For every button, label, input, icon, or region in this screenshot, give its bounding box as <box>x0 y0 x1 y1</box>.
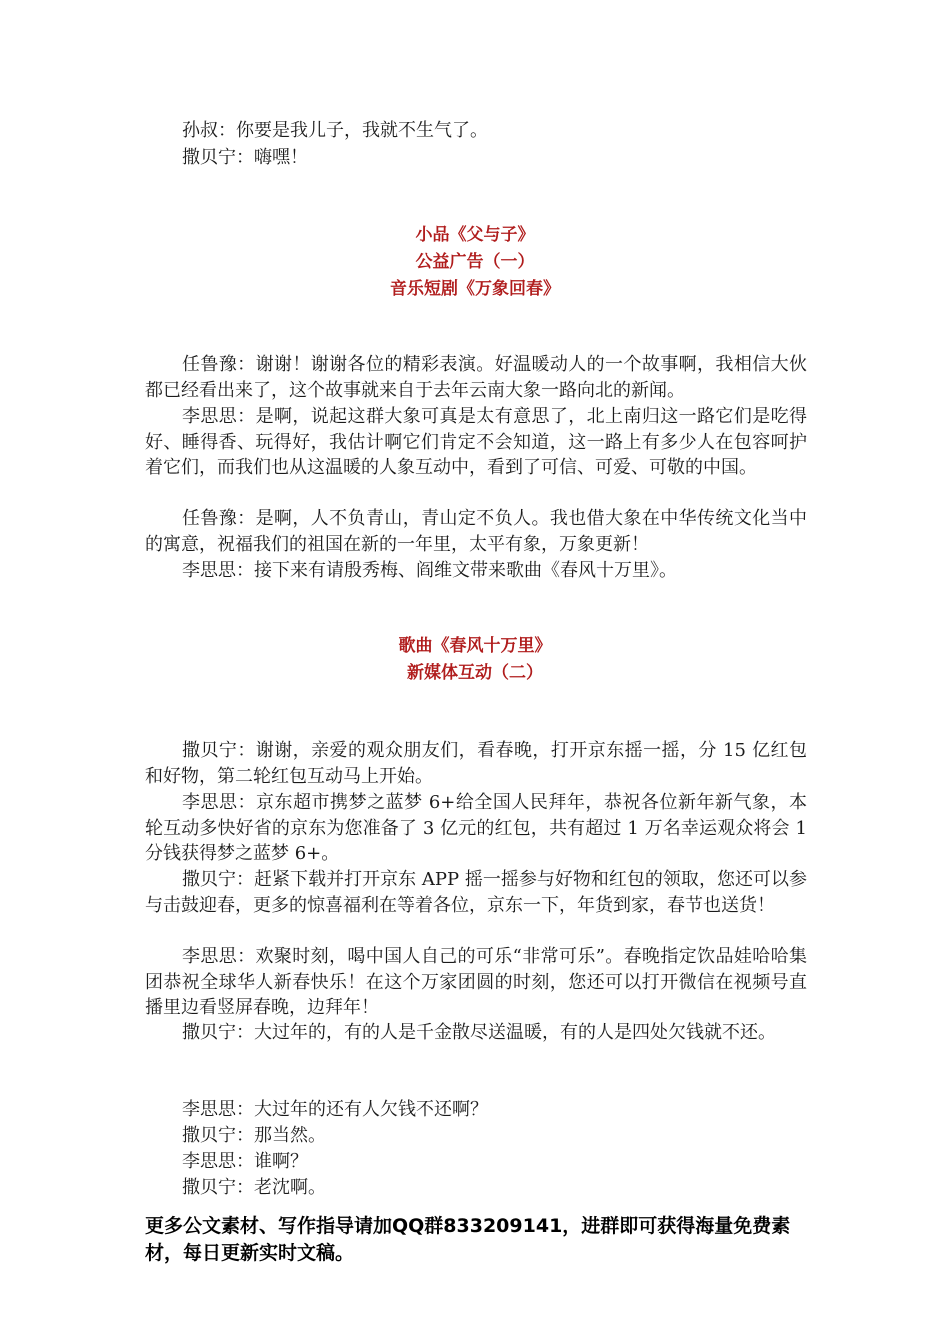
dialogue-paragraph: 李思思：接下来有请殷秀梅、阎维文带来歌曲《春风十万里》。 <box>182 560 677 581</box>
dialogue-paragraph: 撒贝宁：谢谢，亲爱的观众朋友们，看春晚，打开京东摇一摇，分 15 亿红包和好物，第二轮红包互动马上开始。 <box>145 740 807 787</box>
program-headings <box>0 222 950 303</box>
dialogue-paragraph: 撒贝宁：大过年的，有的人是千金散尽送温暖，有的人是四处欠钱就不还。 <box>182 1022 776 1043</box>
program-title: 公益广告（一） <box>415 252 535 272</box>
dialogue-line: 李思思：大过年的还有人欠钱不还啊？ <box>182 1099 488 1120</box>
dialogue-line: 撒贝宁：嗨嘿！ <box>182 147 308 168</box>
dialogue-paragraph: 李思思：是啊，说起这群大象可真是太有意思了，北上南归这一路它们是吃得好、睡得香、玩得好，我估计啊它们肯定不会知道，这一路上有多少人在包容呵护着它们，而我们也从这温暖的人象互动中，看到了可信、可爱、可敬的中国。 <box>145 406 807 478</box>
dialogue-line: 孙叔：你要是我儿子，我就不生气了。 <box>182 120 488 141</box>
dialogue-paragraph: 任鲁豫：是啊，人不负青山，青山定不负人。我也借大象在中华传统文化当中的寓意，祝福我们的祖国在新的一年里，太平有象，万象更新！ <box>145 508 807 555</box>
program-title: 歌曲《春风十万里》 <box>398 636 552 656</box>
program-title: 小品《父与子》 <box>415 225 535 245</box>
program-headings <box>0 633 950 687</box>
dialogue-line: 撒贝宁：老沈啊。 <box>182 1177 326 1198</box>
dialogue-paragraph: 李思思：京东超市携梦之蓝梦 6+给全国人民拜年，恭祝各位新年新气象，本轮互动多快好省的京东为您准备了 3 亿元的红包，共有超过 1 万名幸运观众将会 1 分钱获得梦之蓝梦 6+。 <box>145 792 807 864</box>
dialogue-paragraph: 李思思：欢聚时刻，喝中国人自己的可乐“非常可乐”。春晚指定饮品娃哈哈集团恭祝全球华人新春快乐！在这个万家团圆的时刻，您还可以打开微信在视频号直播里边看竖屏春晚，边拜年！ <box>145 946 807 1018</box>
dialogue-paragraph: 任鲁豫：谢谢！谢谢各位的精彩表演。好温暖动人的一个故事啊，我相信大伙都已经看出来了，这个故事就来自于去年云南大象一路向北的新闻。 <box>145 354 807 401</box>
program-title: 新媒体互动（二） <box>407 663 543 683</box>
dialogue-paragraph: 撒贝宁：赶紧下载并打开京东 APP 摇一摇参与好物和红包的领取，您还可以参与击鼓迎春，更多的惊喜福利在等着各位，京东一下，年货到家，春节也送货！ <box>145 869 807 916</box>
program-title: 音乐短剧《万象回春》 <box>390 279 560 299</box>
dialogue-line: 撒贝宁：那当然。 <box>182 1125 326 1146</box>
dialogue-line: 李思思：谁啊？ <box>182 1151 308 1172</box>
promo-note: 更多公文素材、写作指导请加QQ群833209141，进群即可获得海量免费素材，每日更新实时文稿。 <box>145 1215 791 1264</box>
